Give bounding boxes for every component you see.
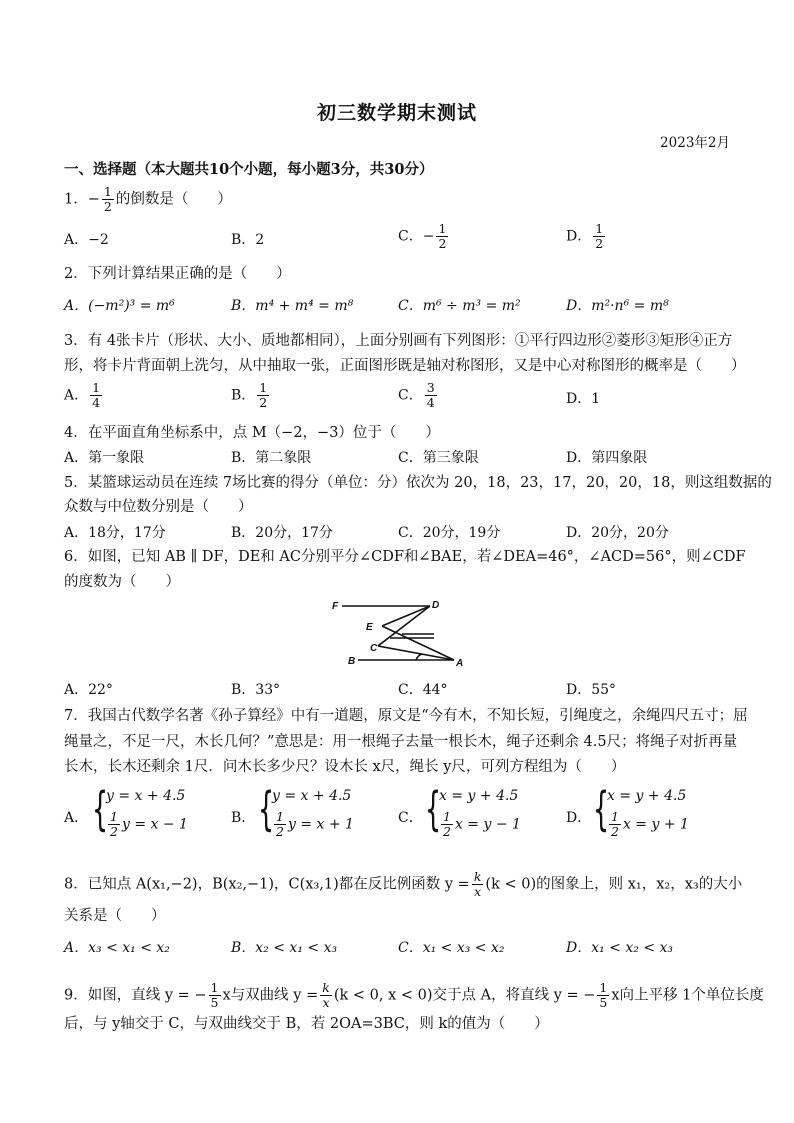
question-1-option-c: C．− $\frac{1}{2}$ [398,221,447,251]
question-7-option-c-label: C． [398,810,423,826]
point-label-c: C [370,643,378,654]
question-4-option-b: B．第二象限 [231,450,312,466]
question-3-option-c: C． $\frac{3}{4}$ [398,380,435,410]
question-7-option-c: { x = y + 4.5 $\frac{1}{2}$ x = y − 1 [425,782,521,839]
question-7-option-b: { y = x + 4.5 $\frac{1}{2}$ y = x + 1 [258,782,354,839]
question-3-line-1: 3．有 4张卡片（形状、大小、质地都相同），上面分别画有下列图形：①平行四边形②菱形③矩形④正方 [64,333,733,349]
question-5-option-a: A．18分，17分 [64,525,166,541]
question-7-line-2: 绳量之，不足一尺，木长几何？”意思是：用一根绳子去量一根长木，绳子还剩余 4.5尺；将绳子对折再量 [64,734,738,750]
question-6-option-c: C．44° [398,682,448,698]
question-1-stem: 1．− $\frac{1}{2}$ 的倒数是（ ） [64,184,232,214]
question-3-option-a: A． $\frac{1}{4}$ [64,380,101,410]
point-label-a: A [456,658,464,669]
question-5-line-2: 众数与中位数分别是（ ） [64,499,253,515]
question-6-line-2: 的度数为（ ） [64,574,180,590]
question-8-option-a: A．x₃ < x₁ < x₂ [64,940,170,956]
exam-date: 2023年2月 [660,135,730,151]
question-9-line-2: 后，与 y轴交于 C，与双曲线交于 B，若 2OA=3BC，则 k的值为（ ） [64,1016,549,1032]
question-1-option-d: D． $\frac{1}{2}$ [566,221,604,251]
question-1-option-a: A．−2 [64,232,109,248]
question-4-option-a: A．第一象限 [64,450,145,466]
question-7-line-3: 长木，长木还剩余 1尺．问木长多少尺？设木长 x尺，绳长 y尺，可列方程组为（ ） [64,759,626,775]
question-6-option-a: A．22° [64,682,113,698]
question-1-option-b: B．2 [231,232,265,248]
question-2-stem: 2．下列计算结果正确的是（ ） [64,266,291,282]
question-4-option-c: C．第三象限 [398,450,479,466]
section-heading: 一、选择题（本大题共10个小题，每小题3分，共30分） [64,161,434,178]
question-5-line-1: 5．某篮球运动员在连续 7场比赛的得分（单位：分）依次为 20，18，23，17，20，20，18，则这组数据的 [64,475,772,491]
question-2-option-b: B．m⁴ + m⁴ = m⁸ [231,298,354,314]
question-8-line-1: 8．已知点 A(x₁,−2)，B(x₂,−1)，C(x₃,1)都在反比例函数 y = $\frac{k}{x}$ (k < 0)的图象上，则 x₁，x₂，x₃的大小 [64,869,743,899]
question-4-stem: 4．在平面直角坐标系中，点 M（−2，−3）位于（ ） [64,425,440,441]
fraction: $\frac{1}{2}$ [103,184,112,214]
question-6-option-b: B．33° [231,682,281,698]
question-5-option-d: D．20分，20分 [566,525,669,541]
question-8-option-b: B．x₂ < x₁ < x₃ [231,940,338,956]
question-6-line-1: 6．如图，已知 AB ∥ DF，DE和 AC分别平分∠CDF和∠BAE，若∠DEA=46°，∠ACD=56°，则∠CDF [64,549,746,565]
point-label-b: B [348,656,356,667]
question-8-option-d: D．x₁ < x₂ < x₃ [566,940,674,956]
question-4-option-d: D．第四象限 [566,450,648,466]
question-7-option-d: { x = y + 4.5 $\frac{1}{2}$ x = y + 1 [593,782,689,839]
question-2-option-d: D．m²·n⁶ = m⁸ [566,298,669,314]
question-9-line-1: 9．如图，直线 y = − $\frac{1}{5}$ x与双曲线 y = $\frac{k}{x}$ (k < 0, x < 0)交于点 A，将直线 y = − $\frac{1}{5}$ x向上平移 1个单位长度 [64,980,764,1010]
question-3-option-d: D．1 [566,391,601,407]
point-label-d: D [432,600,440,611]
question-7-option-a: { y = x + 4.5 $\frac{1}{2}$ y = x − 1 [92,782,188,839]
question-8-option-c: C．x₁ < x₃ < x₂ [398,940,505,956]
question-7-option-b-label: B． [231,810,256,826]
question-3-line-2: 形，将卡片背面朝上洗匀，从中抽取一张，正面图形既是轴对称图形，又是中心对称图形的概率是（ ） [64,358,746,374]
question-6-option-d: D．55° [566,682,617,698]
question-7-option-d-label: D． [566,810,592,826]
point-label-f: F [332,601,339,612]
question-3-option-b: B． $\frac{1}{2}$ [231,380,268,410]
question-7-option-a-label: A． [64,810,89,826]
question-6-figure [330,596,470,670]
question-5-option-c: C．20分，19分 [398,525,501,541]
question-7-line-1: 7．我国古代数学名著《孙子算经》中有一道题，原文是“今有木，不知长短，引绳度之，余绳四尺五寸；屈 [64,708,748,724]
question-8-line-2: 关系是（ ） [64,908,166,924]
question-5-option-b: B．20分，17分 [231,525,333,541]
point-label-e: E [366,622,373,633]
question-2-option-c: C．m⁶ ÷ m³ = m² [398,298,521,314]
question-2-option-a: A．(−m²)³ = m⁶ [64,298,175,314]
page-title: 初三数学期末测试 [316,102,477,124]
